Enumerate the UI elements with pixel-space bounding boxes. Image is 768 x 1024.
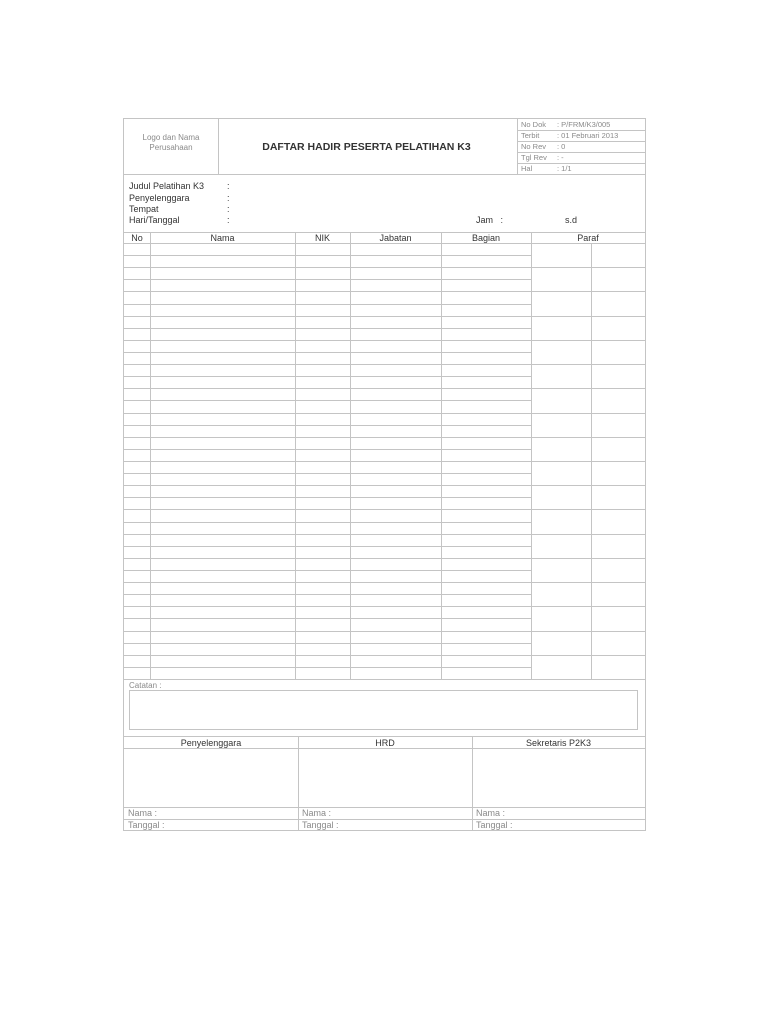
table-row-line: [124, 291, 531, 292]
logo-placeholder: Logo dan Nama Perusahaan: [142, 133, 200, 152]
table-row-line: [124, 413, 531, 414]
table-row-line: [124, 279, 531, 280]
signature-nama-hrd: Nama :: [302, 808, 332, 818]
signature-tanggal-hrd: Tanggal :: [302, 820, 339, 830]
table-row-line: [124, 522, 531, 523]
paraf-row-line: [531, 437, 645, 438]
paraf-row-line: [531, 316, 645, 317]
signature-role-penyelenggara: Penyelenggara: [180, 738, 242, 748]
signature-nama-sekretaris: Nama :: [476, 808, 506, 818]
paraf-row-line: [531, 534, 645, 535]
table-row-line: [124, 340, 531, 341]
table-row-line: [124, 558, 531, 559]
sd-label: s.d: [565, 215, 578, 225]
table-row-line: [124, 255, 531, 256]
table-row-line: [124, 643, 531, 644]
signature-tanggal-line: [124, 819, 645, 820]
col-header-nik: NIK: [314, 233, 330, 243]
doc-meta-tgl-rev: Tgl Rev : -: [521, 153, 564, 162]
col-header-no: No: [131, 233, 143, 243]
table-row-line: [124, 631, 531, 632]
paraf-row-line: [531, 340, 645, 341]
paraf-row-line: [531, 631, 645, 632]
catatan-box[interactable]: [129, 690, 638, 730]
paraf-row-line: [531, 582, 645, 583]
table-row-line: [124, 655, 531, 656]
paraf-row-line: [531, 291, 645, 292]
signature-top-line: [124, 736, 645, 737]
doc-meta-terbit: Terbit : 01 Februari 2013: [521, 131, 619, 140]
attendance-form: [123, 118, 646, 831]
col-header-paraf: Paraf: [577, 233, 599, 243]
table-row-line: [124, 570, 531, 571]
table-row-line: [124, 473, 531, 474]
paraf-row-line: [531, 267, 645, 268]
signature-tanggal-penyelenggara: Tanggal :: [128, 820, 165, 830]
table-row-line: [124, 485, 531, 486]
table-header-bottom-line: [124, 243, 645, 244]
table-row-line: [124, 667, 531, 668]
doc-meta-no-rev: No Rev : 0: [521, 142, 566, 151]
table-row-line: [124, 316, 531, 317]
paraf-row-line: [531, 413, 645, 414]
table-row-line: [124, 509, 531, 510]
signature-header-line: [124, 748, 645, 749]
table-row-line: [124, 437, 531, 438]
doc-meta-hal: Hal : 1/1: [521, 164, 572, 173]
table-row-line: [124, 364, 531, 365]
table-row-line: [124, 425, 531, 426]
form-title: DAFTAR HADIR PESERTA PELATIHAN K3: [262, 141, 471, 153]
table-bottom-line: [124, 679, 645, 680]
info-tempat: Tempat :: [129, 204, 230, 214]
col-header-nama: Nama: [210, 233, 235, 243]
table-row-line: [124, 400, 531, 401]
header-divider-right: [517, 119, 518, 174]
info-penyelenggara: Penyelenggara :: [129, 193, 230, 203]
table-row-line: [124, 376, 531, 377]
paraf-row-line: [531, 606, 645, 607]
signature-nama-penyelenggara: Nama :: [128, 808, 158, 818]
paraf-row-line: [531, 461, 645, 462]
paraf-row-line: [531, 655, 645, 656]
table-row-line: [124, 388, 531, 389]
table-row-line: [124, 449, 531, 450]
signature-tanggal-sekretaris: Tanggal :: [476, 820, 513, 830]
signature-role-hrd: HRD: [375, 738, 395, 748]
catatan-label: Catatan :: [129, 681, 162, 690]
jam-label: Jam :: [476, 215, 504, 225]
table-row-line: [124, 352, 531, 353]
signature-role-sekretaris: Sekretaris P2K3: [525, 738, 592, 748]
paraf-row-line: [531, 509, 645, 510]
table-row-line: [124, 328, 531, 329]
table-row-line: [124, 546, 531, 547]
header-bottom-line: [124, 174, 645, 175]
signature-nama-line: [124, 807, 645, 808]
paraf-row-line: [531, 485, 645, 486]
table-row-line: [124, 618, 531, 619]
table-row-line: [124, 497, 531, 498]
table-row-line: [124, 534, 531, 535]
paraf-row-line: [531, 558, 645, 559]
table-row-line: [124, 582, 531, 583]
table-row-line: [124, 461, 531, 462]
col-header-bagian: Bagian: [471, 233, 501, 243]
table-row-line: [124, 594, 531, 595]
info-hari-tanggal: Hari/Tanggal :: [129, 215, 230, 225]
paraf-row-line: [531, 364, 645, 365]
table-row-line: [124, 606, 531, 607]
table-row-line: [124, 267, 531, 268]
paraf-row-line: [531, 388, 645, 389]
table-row-line: [124, 304, 531, 305]
col-header-jabatan: Jabatan: [379, 233, 412, 243]
doc-meta-no-dok: No Dok : P/FRM/K3/005: [521, 120, 611, 129]
info-judul-pelatihan: Judul Pelatihan K3 :: [129, 181, 230, 191]
